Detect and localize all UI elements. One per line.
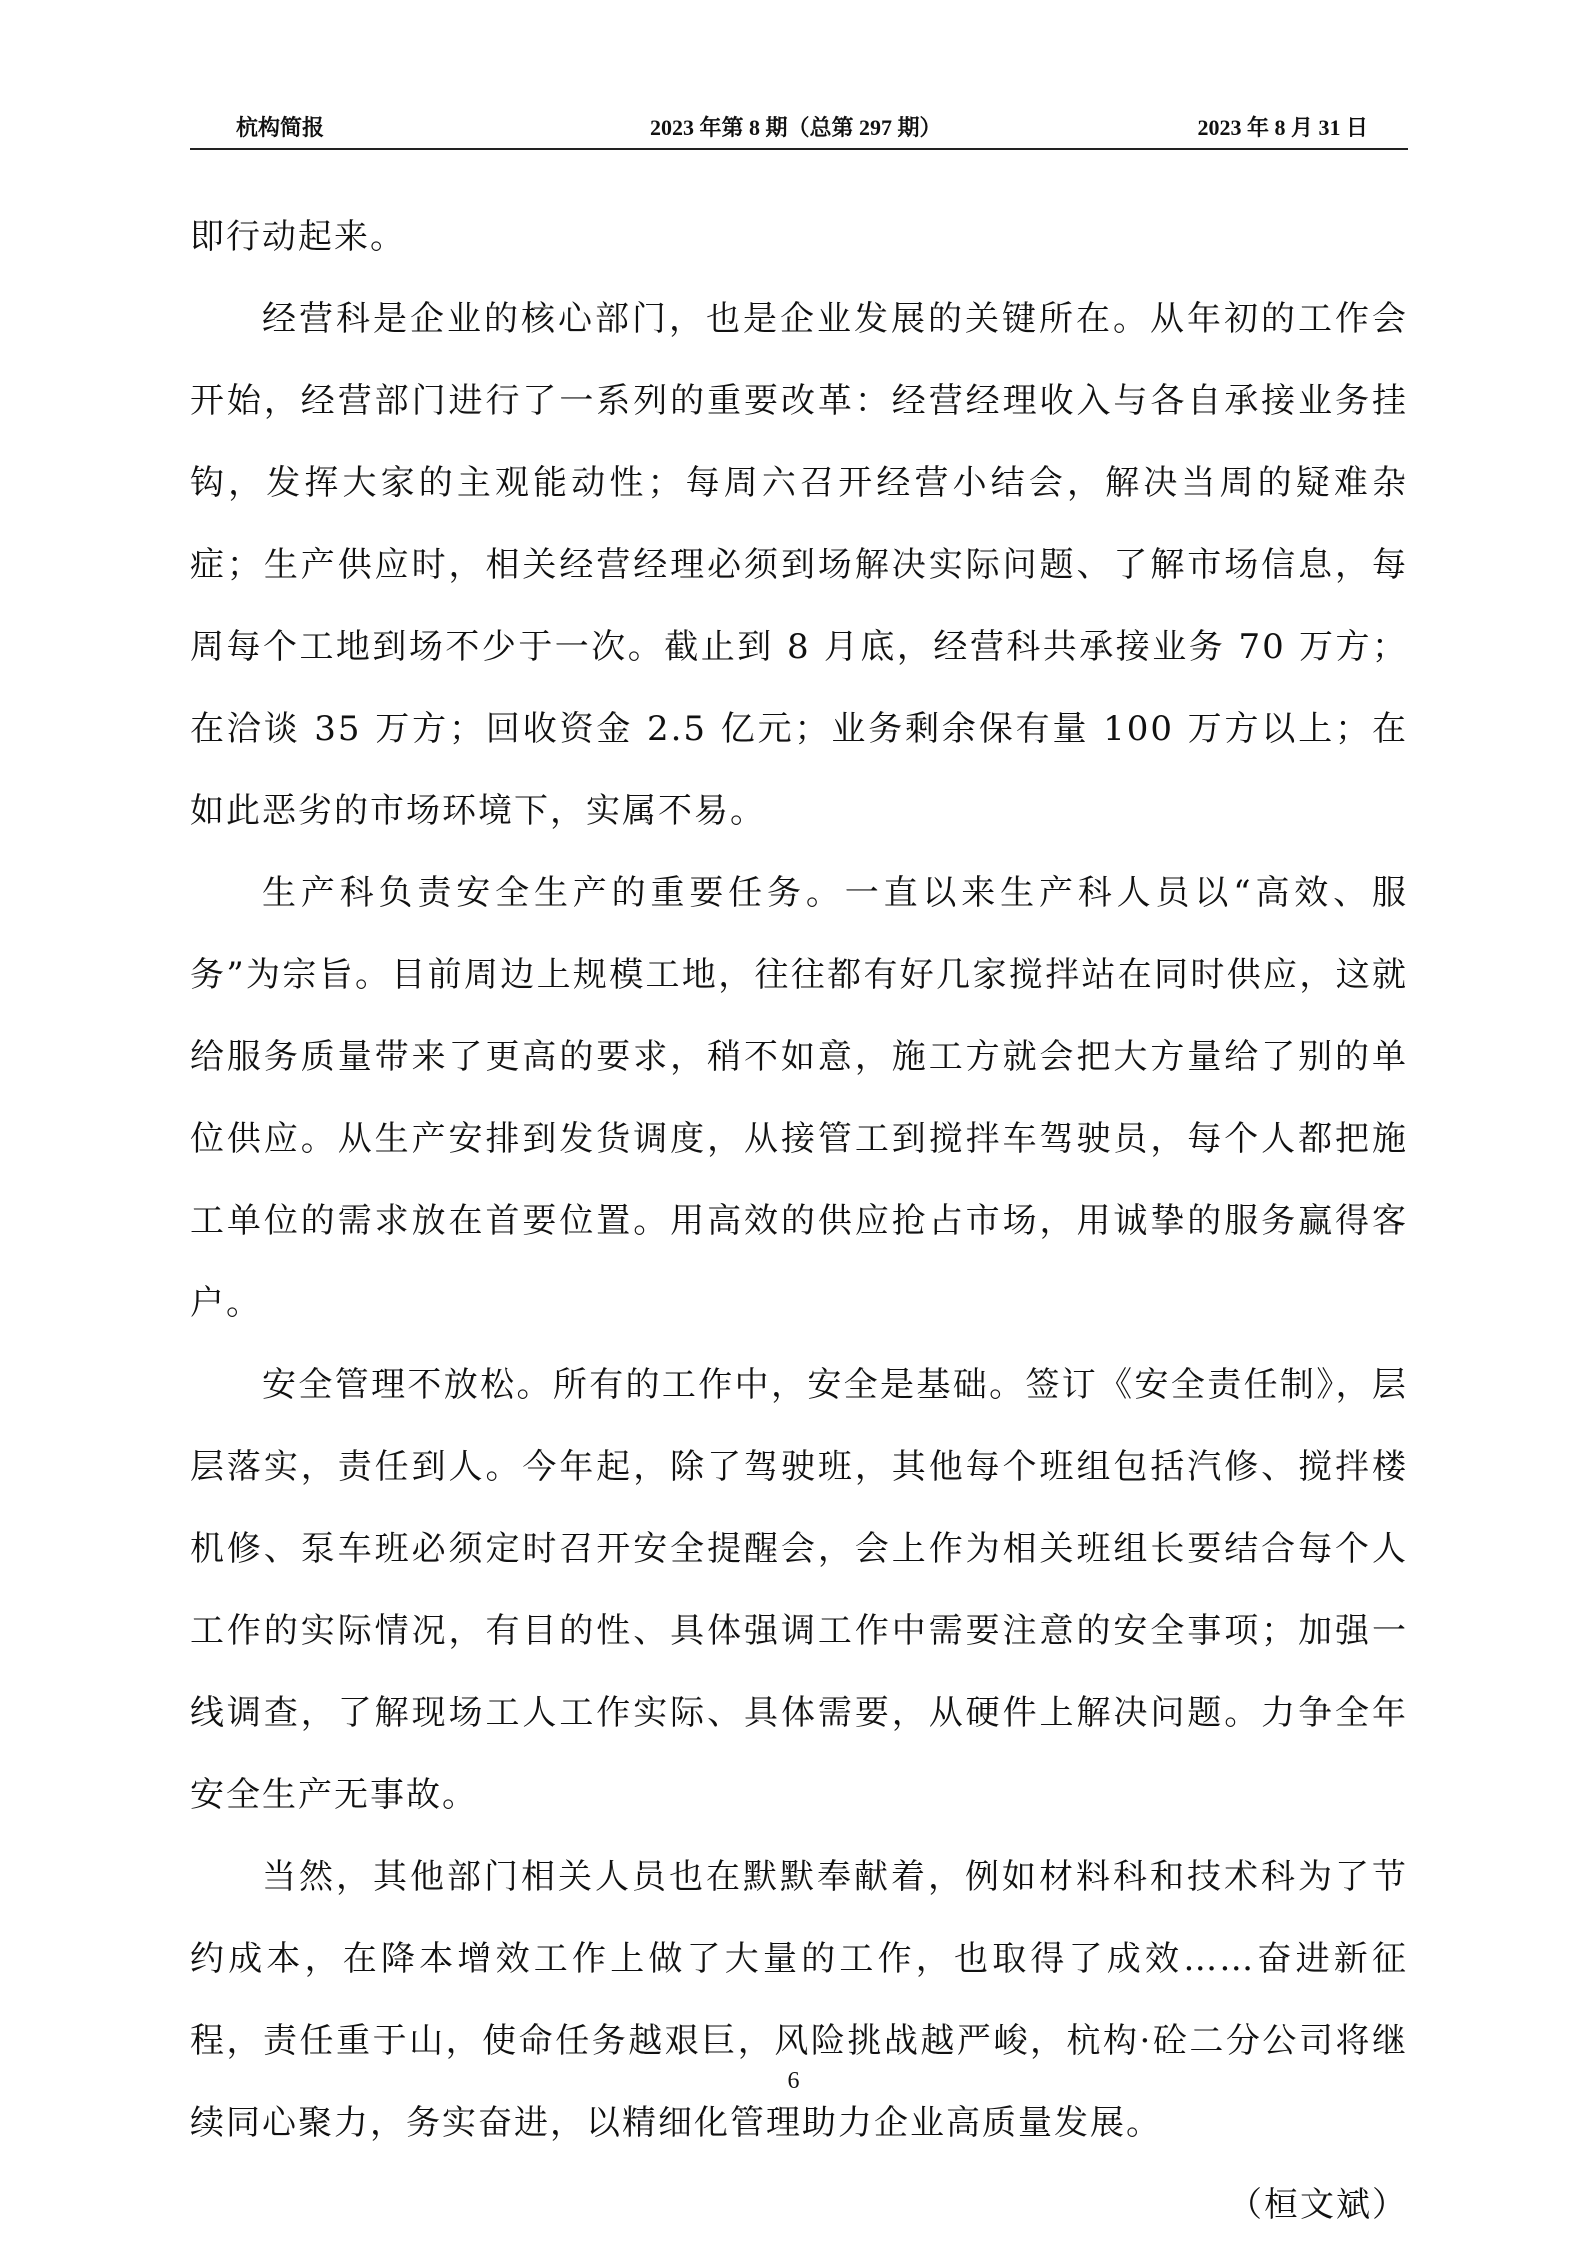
paragraph-conclusion-text: 当然，其他部门相关人员也在默默奉献着，例如材料科和技术科为了节约成本，在降本增效工作上做了大量的工作，也取得了成效……奋进新征程，责任重于山，使命任务越艰巨，风险挑战越严峻，杭构·砼二分公司将继续同心聚力，务实奋进，以精细化管理助力企业高质量发展。 <box>190 1857 1408 2143</box>
paragraph-safety-management: 安全管理不放松。所有的工作中，安全是基础。签订《安全责任制》，层层落实，责任到人。今年起，除了驾驶班，其他每个班组包括汽修、搅拌楼机修、泵车班必须定时召开安全提醒会，会上作为相关班组长要结合每个人工作的实际情况，有目的性、具体强调工作中需要注意的安全事项；加强一线调查，了解现场工人工作实际、具体需要，从硬件上解决问题。力争全年安全生产无事故。 <box>190 1365 1408 1815</box>
header-divider <box>190 148 1408 150</box>
paragraph-business-department: 经营科是企业的核心部门，也是企业发展的关键所在。从年初的工作会开始，经营部门进行了一系列的重要改革：经营经理收入与各自承接业务挂钩，发挥大家的主观能动性；每周六召开经营小结会，解决当周的疑难杂症；生产供应时，相关经营经理必须到场解决实际问题、了解市场信息，每周每个工地到场不少于一次。截止到 8 月底，经营科共承接业务 70 万方；在洽谈 35 万方；回收资金 2.5 亿元；业务剩余保有量 100 万方以上；在如此恶劣的市场环境下，实属不易。 <box>190 299 1408 831</box>
author-signature: （桓文斌） <box>1228 2185 1408 2225</box>
publication-name: 杭构简报 <box>236 115 325 140</box>
issue-date: 2023 年 8 月 31 日 <box>1197 115 1368 140</box>
paragraph-production-department: 生产科负责安全生产的重要任务。一直以来生产科人员以“高效、服务”为宗旨。目前周边上规模工地，往往都有好几家搅拌站在同时供应，这就给服务质量带来了更高的要求，稍不如意，施工方就会把大方量给了别的单位供应。从生产安排到发货调度，从接管工到搅拌车驾驶员，每个人都把施工单位的需求放在首要位置。用高效的供应抢占市场，用诚挚的服务赢得客户。 <box>190 873 1408 1323</box>
paragraph-conclusion <box>190 1836 1408 2225</box>
issue-number: 2023 年第 8 期（总第 297 期） <box>650 115 942 140</box>
article-body <box>190 196 1408 2246</box>
page-number: 6 <box>787 2068 800 2094</box>
paragraph-continuation: 即行动起来。 <box>190 217 406 257</box>
page-header <box>190 110 1408 146</box>
